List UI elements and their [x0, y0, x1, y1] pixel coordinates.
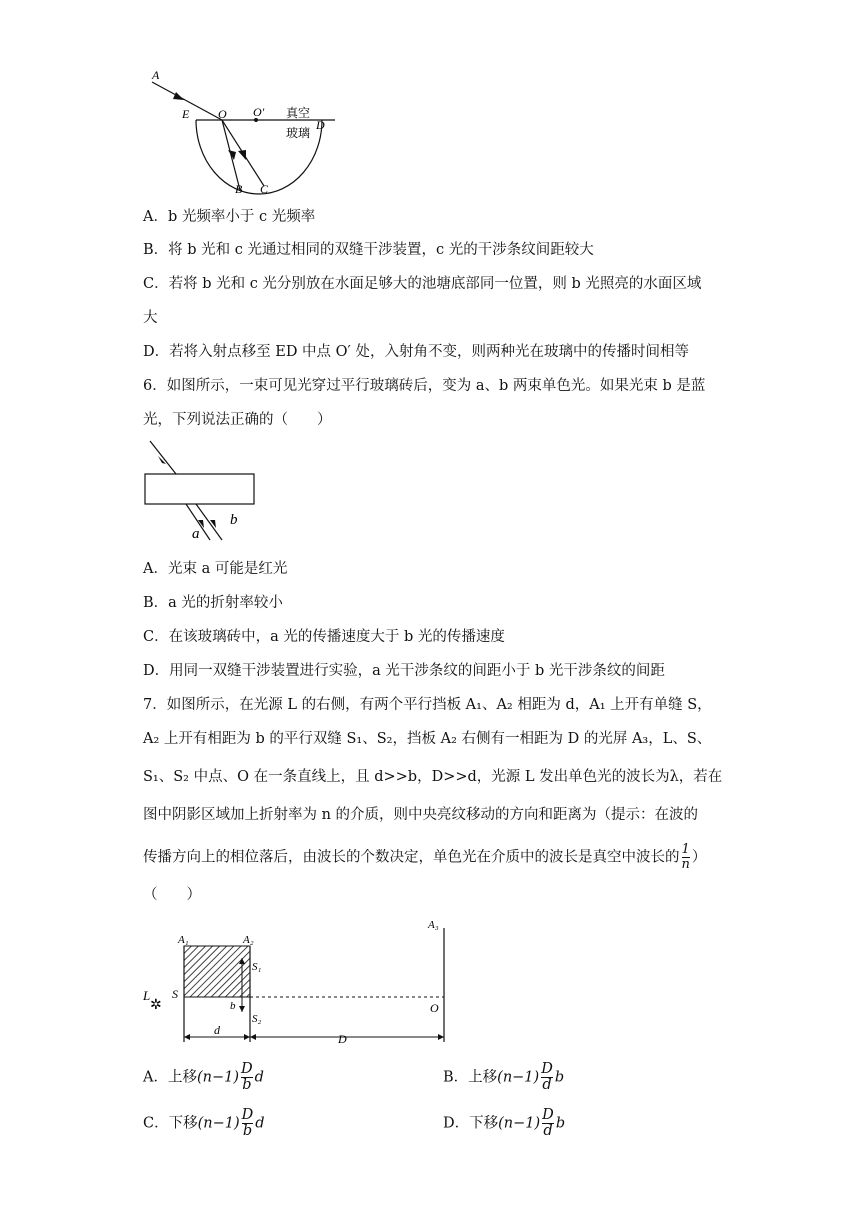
q6-option-b: B．a 光的折射率较小: [143, 595, 283, 611]
label-glass: 玻璃: [286, 126, 311, 140]
formula-factor: (n−1): [497, 1069, 540, 1086]
q7-option-d-prefix: D．下移: [443, 1115, 499, 1132]
formula-tail: b: [554, 1069, 565, 1086]
label-d: d: [214, 1023, 220, 1037]
fraction-numerator: 1: [681, 842, 690, 857]
formula-tail: d: [254, 1069, 264, 1086]
q7-option-d-formula: [498, 1108, 565, 1139]
fraction-one-over-n: [682, 843, 690, 872]
formula-tail: b: [555, 1115, 566, 1132]
q7-stem-line5-end: ）: [691, 849, 707, 866]
semicircle-glass-figure: [140, 62, 340, 202]
q6-option-d: D．用同一双缝干涉装置进行实验，a 光干涉条纹的间距小于 b 光干涉条纹的间距: [143, 663, 665, 679]
label-b: b: [230, 1000, 236, 1012]
formula-factor: (n−1): [197, 1115, 240, 1132]
fraction-denominator: n: [681, 857, 690, 872]
formula-tail: d: [255, 1115, 265, 1132]
q7-option-a: [143, 1062, 264, 1093]
label-b: b: [230, 512, 238, 528]
q6-option-c: C．在该玻璃砖中，a 光的传播速度大于 b 光的传播速度: [143, 629, 505, 645]
glass-slab-figure: [140, 438, 270, 546]
label-A2: A₂: [243, 934, 254, 946]
q5-option-c-line2: 大: [143, 310, 158, 326]
q7-option-c-prefix: C．下移: [143, 1115, 198, 1132]
formula-denominator: d: [542, 1077, 552, 1093]
label-B: B: [235, 182, 243, 196]
formula-factor: (n−1): [498, 1115, 541, 1132]
label-A: A: [152, 68, 160, 82]
label-O-prime: O′: [253, 105, 265, 119]
q6-stem-line2: 光，下列说法正确的（ ）: [143, 412, 332, 428]
label-D: D: [338, 1032, 347, 1046]
q7-stem-line1: 7．如图所示，在光源 L 的右侧，有两个平行挡板 A₁、A₂ 相距为 d，A₁ 上开有单缝 S，: [143, 697, 712, 713]
formula-denominator: d: [543, 1123, 553, 1139]
formula-numerator: D: [241, 1061, 253, 1077]
label-D: D: [316, 118, 325, 132]
label-S: S: [172, 987, 178, 1001]
label-S2: S₂: [252, 1013, 262, 1025]
q5-option-d: D．若将入射点移至 ED 中点 O′ 处，入射角不变，则两种光在玻璃中的传播时间相等: [143, 344, 689, 360]
light-source-icon: ✲: [150, 998, 162, 1013]
q6-option-a: A．光束 a 可能是红光: [143, 561, 288, 577]
q7-option-b-formula: [497, 1062, 564, 1093]
formula-numerator: D: [241, 1107, 254, 1123]
double-slit-figure: [138, 914, 458, 1050]
formula-numerator: D: [542, 1107, 554, 1123]
label-A1: A₁: [178, 934, 189, 946]
label-E: E: [182, 107, 190, 121]
q5-option-a: A．b 光频率小于 c 光频率: [143, 209, 316, 225]
q7-option-b-prefix: B．上移: [443, 1069, 498, 1086]
label-vacuum: 真空: [286, 106, 311, 120]
formula-denominator: b: [242, 1077, 252, 1093]
label-a: a: [192, 526, 200, 542]
q7-option-d: [443, 1108, 565, 1139]
q5-option-b: B．将 b 光和 c 光通过相同的双缝干涉装置，c 光的干涉条纹间距较大: [143, 242, 594, 258]
q7-option-c: [143, 1108, 265, 1139]
q7-option-a-formula: [197, 1062, 264, 1093]
q7-stem-line2: A₂ 上开有相距为 b 的平行双缝 S₁、S₂，挡板 A₂ 右侧有一相距为 D 的光屏 A₃，L、S、: [143, 731, 712, 747]
label-S1: S₁: [252, 961, 262, 973]
q7-blank: （ ）: [143, 887, 201, 903]
q7-option-a-prefix: A．上移: [143, 1069, 197, 1086]
q7-option-c-formula: [198, 1108, 265, 1139]
q7-stem-line5: [143, 843, 706, 872]
label-A3: A₃: [428, 919, 439, 931]
formula-factor: (n−1): [196, 1069, 240, 1086]
q6-stem-line1: 6．如图所示，一束可见光穿过平行玻璃砖后，变为 a、b 两束单色光。如果光束 b 是蓝: [143, 378, 706, 394]
q7-stem-line5-text: 传播方向上的相位落后，由波长的个数决定，单色光在介质中的波长是真空中波长的: [143, 849, 680, 866]
q7-stem-line3: S₁、S₂ 中点、O 在一条直线上，且 d>>b，D>>d，光源 L 发出单色光的波长为λ，若在: [143, 769, 723, 785]
label-O: O: [218, 107, 227, 121]
label-C: C: [260, 182, 269, 196]
formula-numerator: D: [541, 1061, 553, 1077]
label-O: O: [430, 1001, 439, 1015]
q7-stem-line4: 图中阴影区域加上折射率为 n 的介质，则中央亮纹移动的方向和距离为（提示：在波的: [143, 807, 699, 823]
label-L: L: [143, 988, 151, 1003]
q5-option-c-line1: C．若将 b 光和 c 光分别放在水面足够大的池塘底部同一位置，则 b 光照亮的水面区域: [143, 276, 702, 292]
formula-denominator: b: [242, 1123, 253, 1139]
q7-option-b: [443, 1062, 564, 1093]
